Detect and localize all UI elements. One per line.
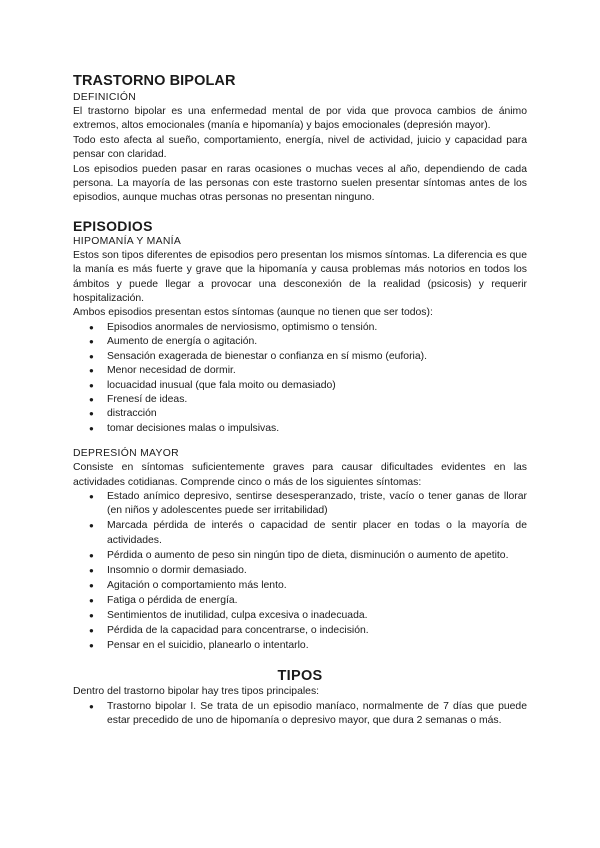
depresion-symptom-list xyxy=(73,490,527,653)
list-item-text: Pensar en el suicidio, planearlo o intentarlo. xyxy=(107,639,309,651)
list-item xyxy=(89,639,527,653)
bullet-icon: ● xyxy=(89,595,94,605)
list-item xyxy=(89,393,527,407)
list-item-text: tomar decisiones malas o impulsivas. xyxy=(107,422,280,434)
list-item-text: locuacidad inusual (que fala moito ou demasiado) xyxy=(107,379,336,391)
list-item-text: Trastorno bipolar I. Se trata de un episodio maníaco, normalmente de 7 días que puede estar precedido de uno de hipomanía o depresivo mayor, que dura 2 semanas o más. xyxy=(107,700,527,726)
list-item-text: Pérdida de la capacidad para concentrarse, o indecisión. xyxy=(107,624,369,636)
bullet-icon: ● xyxy=(89,394,94,404)
list-item-text: Fatiga o pérdida de energía. xyxy=(107,594,238,606)
bullet-icon: ● xyxy=(89,550,94,560)
list-item xyxy=(89,490,527,519)
episodios-heading: EPISODIOS xyxy=(73,217,153,234)
definicion-paragraph: Todo esto afecta al sueño, comportamiento, energía, nivel de actividad, juicio y capacidad para pensar con claridad. xyxy=(73,134,527,161)
bullet-icon: ● xyxy=(89,610,94,620)
depresion-subheading: DEPRESIÓN MAYOR xyxy=(73,448,179,460)
tipos-intro: Dentro del trastorno bipolar hay tres tipos principales: xyxy=(73,686,320,698)
list-item-text: distracción xyxy=(107,408,157,420)
definicion-paragraph: Los episodios pueden pasar en raras ocasiones o muchas veces al año, dependiendo de cada persona. La mayoría de las personas con este trastorno suelen presentar síntomas antes de los episodios, aunque muchas otras personas no presentan ninguno. xyxy=(73,163,527,204)
bullet-icon: ● xyxy=(89,423,94,433)
bullet-icon: ● xyxy=(89,565,94,575)
list-item-text: Pérdida o aumento de peso sin ningún tipo de dieta, disminución o aumento de apetito. xyxy=(107,549,509,561)
list-item-text: Sentimientos de inutilidad, culpa excesiva o inadecuada. xyxy=(107,609,368,621)
list-item-text: Marcada pérdida de interés o capacidad de sentir placer en todas o la mayoría de actividades. xyxy=(107,520,527,546)
list-item xyxy=(89,594,527,608)
definicion-heading: DEFINICIÓN xyxy=(73,92,137,103)
definicion-paragraph: El trastorno bipolar es una enfermedad mental de por vida que provoca cambios de ánimo extremos, altos emocionales (manía e hipomanía) y bajos emocionales (depresión mayor). xyxy=(73,106,527,132)
document-page xyxy=(73,72,527,728)
list-item xyxy=(89,364,527,378)
list-item xyxy=(89,379,527,393)
bullet-icon: ● xyxy=(89,351,94,361)
list-item-text: Agitación o comportamiento más lento. xyxy=(107,579,287,591)
list-item xyxy=(89,519,527,548)
bullet-icon: ● xyxy=(89,366,94,376)
depresion-paragraph: Consiste en síntomas suficientemente graves para causar dificultades evidentes en las actividades cotidianas. Comprende cinco o más de los siguientes síntomas: xyxy=(73,462,527,488)
hipomania-symptom-list xyxy=(73,321,527,436)
list-item-text: Menor necesidad de dormir. xyxy=(107,365,236,377)
list-item xyxy=(89,321,527,335)
tipos-list xyxy=(73,700,527,729)
list-item-text: Insomnio o dormir demasiado. xyxy=(107,564,247,576)
list-item xyxy=(89,624,527,638)
bullet-icon: ● xyxy=(89,701,94,711)
list-item-text: Sensación exagerada de bienestar o confianza en sí mismo (euforia). xyxy=(107,350,427,362)
list-item xyxy=(89,700,527,729)
list-item-text: Frenesí de ideas. xyxy=(107,393,188,405)
bullet-icon: ● xyxy=(89,625,94,635)
list-item xyxy=(89,549,527,563)
document-title: TRASTORNO BIPOLAR xyxy=(73,73,236,89)
bullet-icon: ● xyxy=(89,322,94,332)
list-item xyxy=(89,579,527,593)
list-item xyxy=(89,350,527,364)
list-item-text: Aumento de energía o agitación. xyxy=(107,336,258,348)
hipomania-paragraph: Ambos episodios presentan estos síntomas (aunque no tienen que ser todos): xyxy=(73,307,433,319)
list-item-text: Episodios anormales de nerviosismo, optimismo o tensión. xyxy=(107,321,378,333)
hipomania-subheading: HIPOMANÍA Y MANÍA xyxy=(73,235,182,247)
bullet-icon: ● xyxy=(89,580,94,590)
tipos-heading: TIPOS xyxy=(277,668,323,685)
bullet-icon: ● xyxy=(89,409,94,419)
list-item xyxy=(89,335,527,349)
bullet-icon: ● xyxy=(89,640,94,650)
list-item xyxy=(89,422,527,436)
bullet-icon: ● xyxy=(89,380,94,390)
list-item xyxy=(89,407,527,421)
hipomania-paragraph: Estos son tipos diferentes de episodios pero presentan los mismos síntomas. La diferencia es que la manía es más fuerte y grave que la hipomanía y causa problemas más notorios en todos los ámbitos y puede llegar a provocar una desconexión de la realidad (psicosis) y requerir hospitalización. xyxy=(73,249,527,305)
bullet-icon: ● xyxy=(89,521,94,531)
list-item xyxy=(89,609,527,623)
bullet-icon: ● xyxy=(89,337,94,347)
list-item xyxy=(89,564,527,578)
bullet-icon: ● xyxy=(89,491,94,501)
list-item-text: Estado anímico depresivo, sentirse desesperanzado, triste, vacío o tener ganas de llorar (en niños y adolescentes puede ser irritabilidad) xyxy=(107,490,527,517)
